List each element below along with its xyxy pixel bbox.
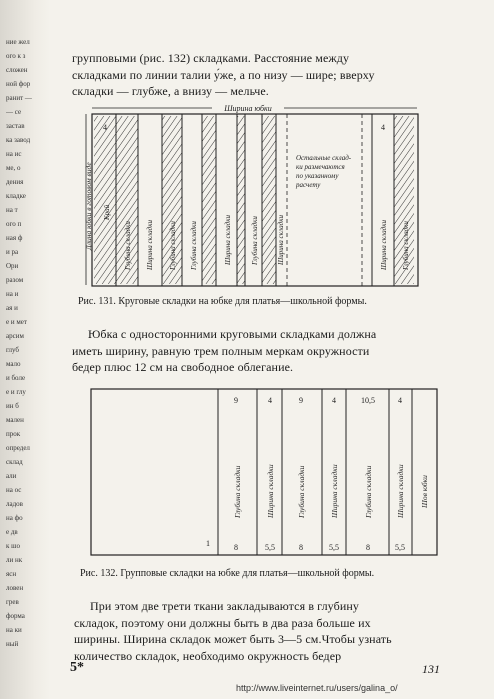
bottom-number: 5,5 xyxy=(329,543,339,552)
text-line: групповыми (рис. 132) складками. Расстояние между xyxy=(72,51,350,65)
figure-132-diagram xyxy=(90,388,440,558)
panel-label: Край xyxy=(103,204,111,220)
panel-label: Глубина складки xyxy=(169,221,177,270)
panel-label: Ширина складки xyxy=(277,215,285,265)
panel-label: Ширина складки xyxy=(396,464,405,518)
top-number: 4 xyxy=(398,396,402,405)
bottom-number: 1 xyxy=(206,539,210,548)
panel-label: Ширина складки xyxy=(330,464,339,518)
text-line: складками по линии талии у́же, а по низу — шире; вверху xyxy=(72,67,375,82)
middle-note-line: расчету xyxy=(296,181,321,189)
panel-label: Ширина складки xyxy=(224,215,232,265)
gutter-fragment: грев xyxy=(6,598,19,606)
gutter-fragment: Ори xyxy=(6,262,19,270)
panel-label: Шов юбки xyxy=(420,475,429,508)
panel-label: Ширина складки xyxy=(266,464,275,518)
top-number: 10,5 xyxy=(361,396,375,405)
gutter-fragment: определ xyxy=(6,444,30,452)
bottom-number: 8 xyxy=(299,543,303,552)
panel-label: Глубина складки xyxy=(402,221,410,270)
pleat-width-number: 4 xyxy=(381,123,385,132)
gutter-fragment: на фо xyxy=(6,514,23,522)
panel-label: Глубина складки xyxy=(124,221,132,270)
panel-label: Глубина складки xyxy=(364,465,373,518)
text-line: складки — глубже, а внизу — мельче. xyxy=(72,84,269,98)
gutter-fragment: глуб xyxy=(6,346,19,354)
figure-132-caption: Рис. 132. Групповые складки на юбке для платья—школьной формы. xyxy=(80,568,375,579)
gutter-fragment: ме, о xyxy=(6,164,21,172)
gutter-fragment: и ра xyxy=(6,248,19,256)
gutter-fragment: сложен xyxy=(6,66,28,74)
gutter-fragment: е дв xyxy=(6,528,18,536)
gutter-fragment: ого к з xyxy=(6,52,26,60)
gutter-fragment: — се xyxy=(6,108,22,116)
figure-131-diagram xyxy=(72,100,422,290)
bottom-number: 5,5 xyxy=(395,543,405,552)
gutter-fragment: арсим xyxy=(6,332,24,340)
gutter-fragment: ранит — xyxy=(6,94,32,102)
gutter-fragment: на т xyxy=(6,206,18,214)
width-label: Ширина юбки xyxy=(224,104,272,113)
gutter-fragment: е и мет xyxy=(6,318,27,326)
gutter-fragment: ка завод xyxy=(6,136,31,144)
gutter-fragment: е и глу xyxy=(6,388,26,396)
gutter-fragment: на ки xyxy=(6,626,22,634)
gutter-fragment: ого п xyxy=(6,220,22,228)
paragraph-3 xyxy=(74,598,392,664)
text-line: иметь ширину, равную трем полным меркам окружности xyxy=(72,343,370,358)
gutter-fragment: и боле xyxy=(6,374,26,382)
text-line: При этом две трети ткани закладываются в глубину xyxy=(90,599,359,613)
top-number: 9 xyxy=(234,396,238,405)
footer-url: http://www.liveinternet.ru/users/galina_o/ xyxy=(236,683,398,693)
pleat-strip xyxy=(202,116,216,284)
top-number: 9 xyxy=(299,396,303,405)
page-number: 131 xyxy=(422,662,440,676)
pleat-width-number: 4 xyxy=(103,123,107,132)
gutter-fragment: на и xyxy=(6,290,19,298)
bottom-number: 8 xyxy=(366,543,370,552)
gutter-fragment: форма xyxy=(6,612,25,620)
gutter-fragment: дения xyxy=(6,178,24,186)
gutter-fragment: ли нк xyxy=(6,556,23,564)
bottom-number: 5,5 xyxy=(265,543,275,552)
gutter-fragment: мален xyxy=(6,416,24,424)
gutter-fragment: склад xyxy=(6,458,23,466)
text-line: бедер плюс 12 см на свободное облегание. xyxy=(72,360,294,374)
gutter-fragment: к шо xyxy=(6,542,21,550)
gutter-fragment: ная ф xyxy=(6,234,23,242)
skirt-frame xyxy=(91,389,437,555)
gutter-fragment: али xyxy=(6,472,17,480)
middle-note-line: ки размечаются xyxy=(296,163,345,171)
paragraph-2 xyxy=(72,326,377,376)
gutter-fragment: мало xyxy=(6,360,21,368)
pleat-strip xyxy=(237,116,245,284)
gutter-fragment: на ос xyxy=(6,486,22,494)
text-line: Юбка с односторонними круговыми складками должна xyxy=(88,327,377,341)
length-label: Длина юбки в готовом виде xyxy=(84,162,93,250)
gutter-fragment: ный xyxy=(6,640,19,648)
figure-131-caption: Рис. 131. Круговые складки на юбке для платья—школьной формы. xyxy=(78,296,367,307)
pleat-strip xyxy=(94,116,116,284)
text-line: количество складок, необходимо окружность бедер xyxy=(74,648,342,663)
gutter-fragment: ясн xyxy=(6,570,17,578)
gutter-fragment: ние жел xyxy=(6,38,30,46)
gutter-fragment: на ис xyxy=(6,150,22,158)
gutter-fragment: ладов xyxy=(6,500,23,508)
panel-label: Глубина складки xyxy=(297,465,306,518)
gutter-fragment: ловен xyxy=(6,584,24,592)
gutter-fragment: разом xyxy=(6,276,24,284)
panel-label: Глубина складки xyxy=(251,216,259,265)
top-number: 4 xyxy=(332,396,336,405)
gutter-fragment: ин б xyxy=(6,402,19,410)
panel-label: Глубина складки xyxy=(233,465,242,518)
gutter-fragment: прок xyxy=(6,430,21,438)
middle-note-line: по указанному xyxy=(296,172,339,180)
gutter-fragment: застав xyxy=(6,122,25,130)
middle-note-line: Остальные склад- xyxy=(296,154,352,162)
text-line: складок, поэтому они должны быть в два раза больше их xyxy=(74,615,371,630)
paragraph-1 xyxy=(72,50,375,100)
pleat-strip xyxy=(262,116,276,284)
gutter-fragment: кладке xyxy=(6,192,26,200)
gutter-fragment: ая и xyxy=(6,304,18,312)
gutter-fragment: ной фор xyxy=(6,80,31,88)
bottom-number: 8 xyxy=(234,543,238,552)
panel-label: Ширина складки xyxy=(380,220,388,270)
signature-mark: 5* xyxy=(70,660,84,675)
text-line: ширины. Ширина складок может быть 3—5 см.Чтобы узнать xyxy=(74,632,392,646)
top-number: 4 xyxy=(268,396,272,405)
panel-label: Глубина складки xyxy=(190,221,198,270)
panel-label: Ширина складки xyxy=(146,220,154,270)
